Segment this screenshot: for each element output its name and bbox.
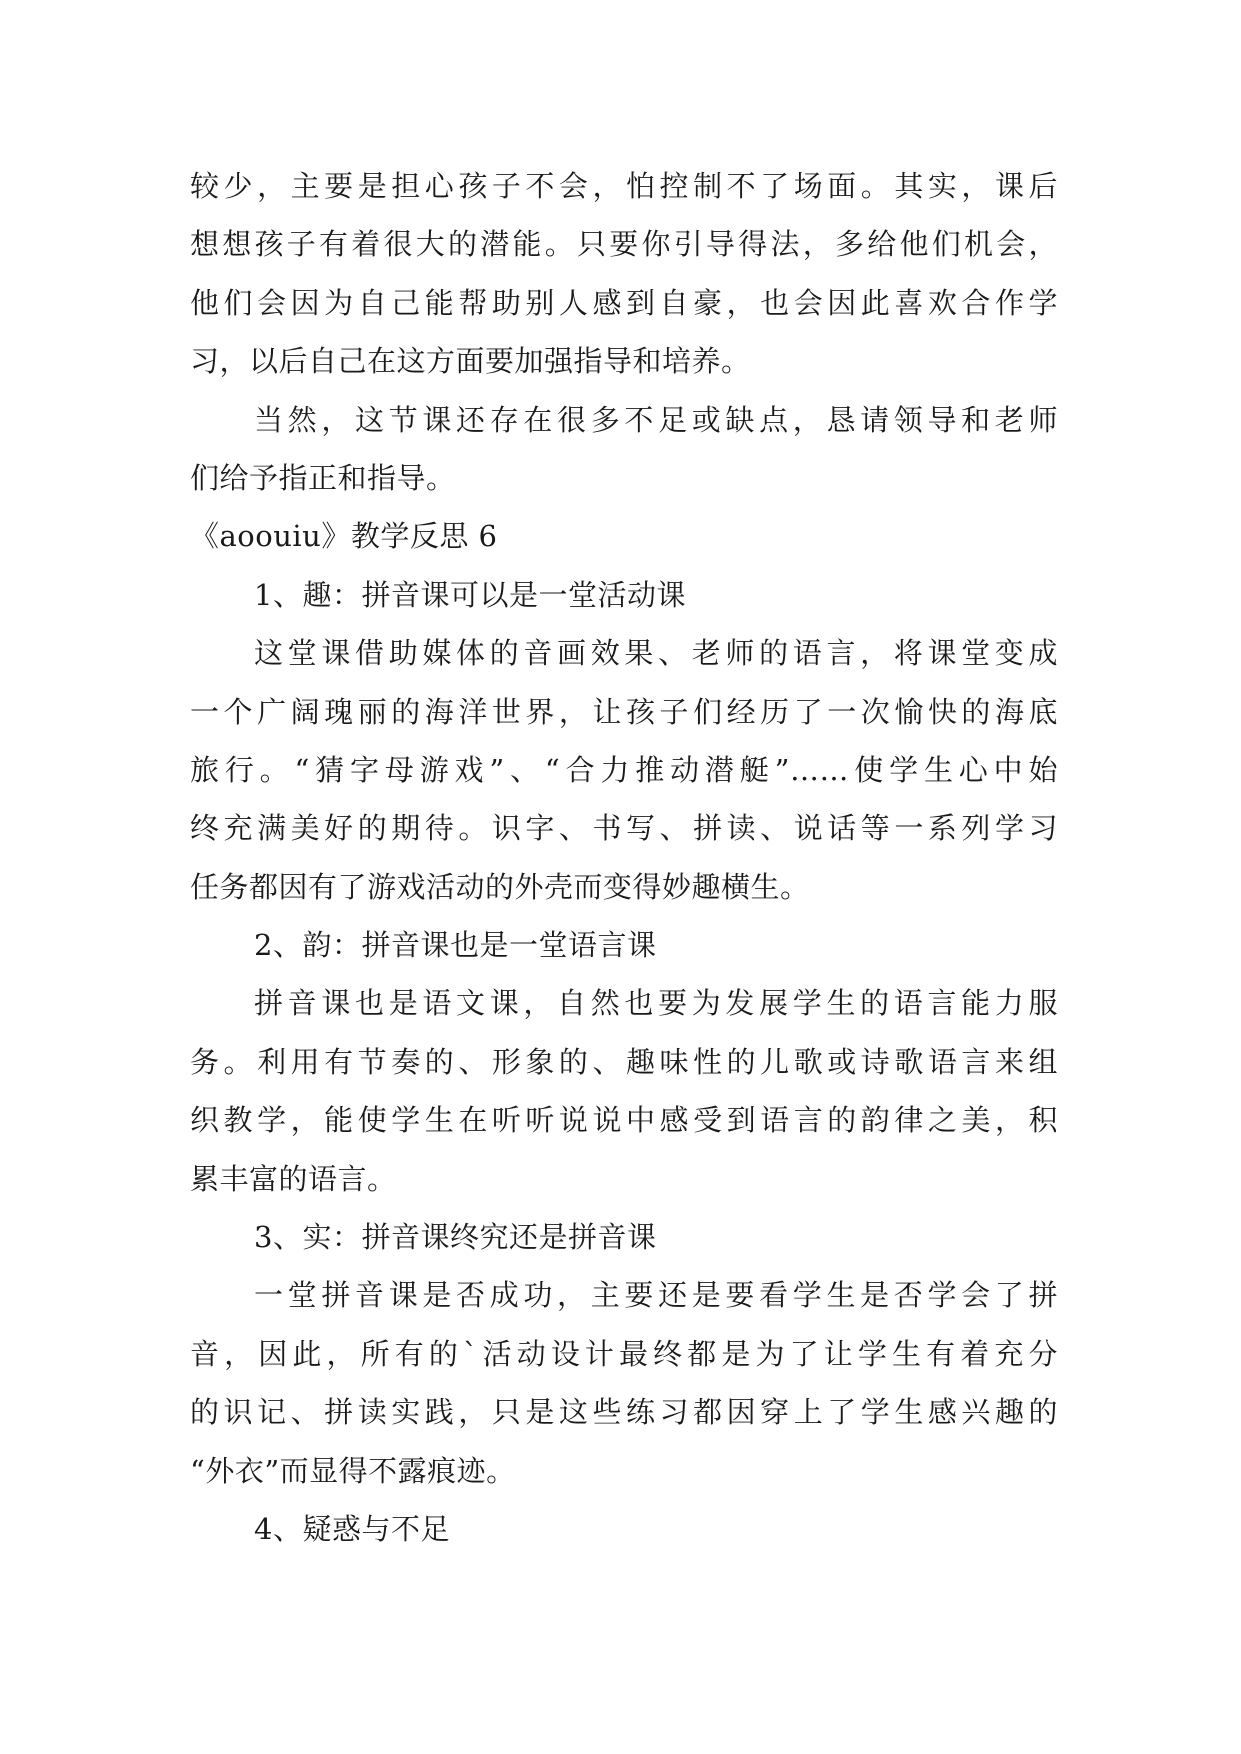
text-line: 织教学，能使学生在听听说说中感受到语言的韵律之美，积 xyxy=(190,1103,1058,1138)
text-line: “外衣”而显得不露痕迹。 xyxy=(190,1453,516,1488)
text-line: 累丰富的语言。 xyxy=(190,1161,397,1196)
text-line: 这堂课借助媒体的音画效果、老师的语言，将课堂变成 xyxy=(254,636,1058,671)
text-line: 4、疑惑与不足 xyxy=(254,1511,450,1546)
section-heading: 《aoouiu》教学反思 6 xyxy=(190,519,498,554)
text-line: 一个广阔瑰丽的海洋世界，让孩子们经历了一次愉快的海底 xyxy=(190,694,1058,729)
text-line: 旅行。“猜字母游戏”、“合力推动潜艇”……使学生心中始 xyxy=(190,752,1058,787)
text-line: 他们会因为自己能帮助别人感到自豪，也会因此喜欢合作学 xyxy=(190,285,1058,320)
text-line: 当然，这节课还存在很多不足或缺点，恳请领导和老师 xyxy=(254,402,1058,437)
text-line: 较少，主要是担心孩子不会，怕控制不了场面。其实，课后 xyxy=(190,169,1058,203)
text-line: 2、韵：拼音课也是一堂语言课 xyxy=(254,928,657,963)
text-line: 任务都因有了游戏活动的外壳而变得妙趣横生。 xyxy=(190,869,810,904)
text-line: 1、趣：拼音课可以是一堂活动课 xyxy=(254,577,686,612)
text-line: 3、实：拼音课终究还是拼音课 xyxy=(254,1220,657,1255)
text-line: 的识记、拼读实践，只是这些练习都因穿上了学生感兴趣的 xyxy=(190,1395,1058,1430)
text-line: 们给予指正和指导。 xyxy=(190,460,456,495)
text-line: 音，因此，所有的`活动设计最终都是为了让学生有着充分 xyxy=(190,1336,1058,1371)
text-line: 想想孩子有着很大的潜能。只要你引导得法，多给他们机会， xyxy=(190,227,1058,262)
text-line: 拼音课也是语文课，自然也要为发展学生的语言能力服 xyxy=(254,986,1058,1021)
text-line: 习，以后自己在这方面要加强指导和培养。 xyxy=(190,344,751,379)
document-body xyxy=(190,157,1058,1558)
text-line: 终充满美好的期待。识字、书写、拼读、说话等一系列学习 xyxy=(190,811,1058,846)
text-line: 一堂拼音课是否成功，主要还是要看学生是否学会了拼 xyxy=(254,1278,1058,1313)
text-line: 务。利用有节奏的、形象的、趣味性的儿歌或诗歌语言来组 xyxy=(190,1044,1058,1079)
